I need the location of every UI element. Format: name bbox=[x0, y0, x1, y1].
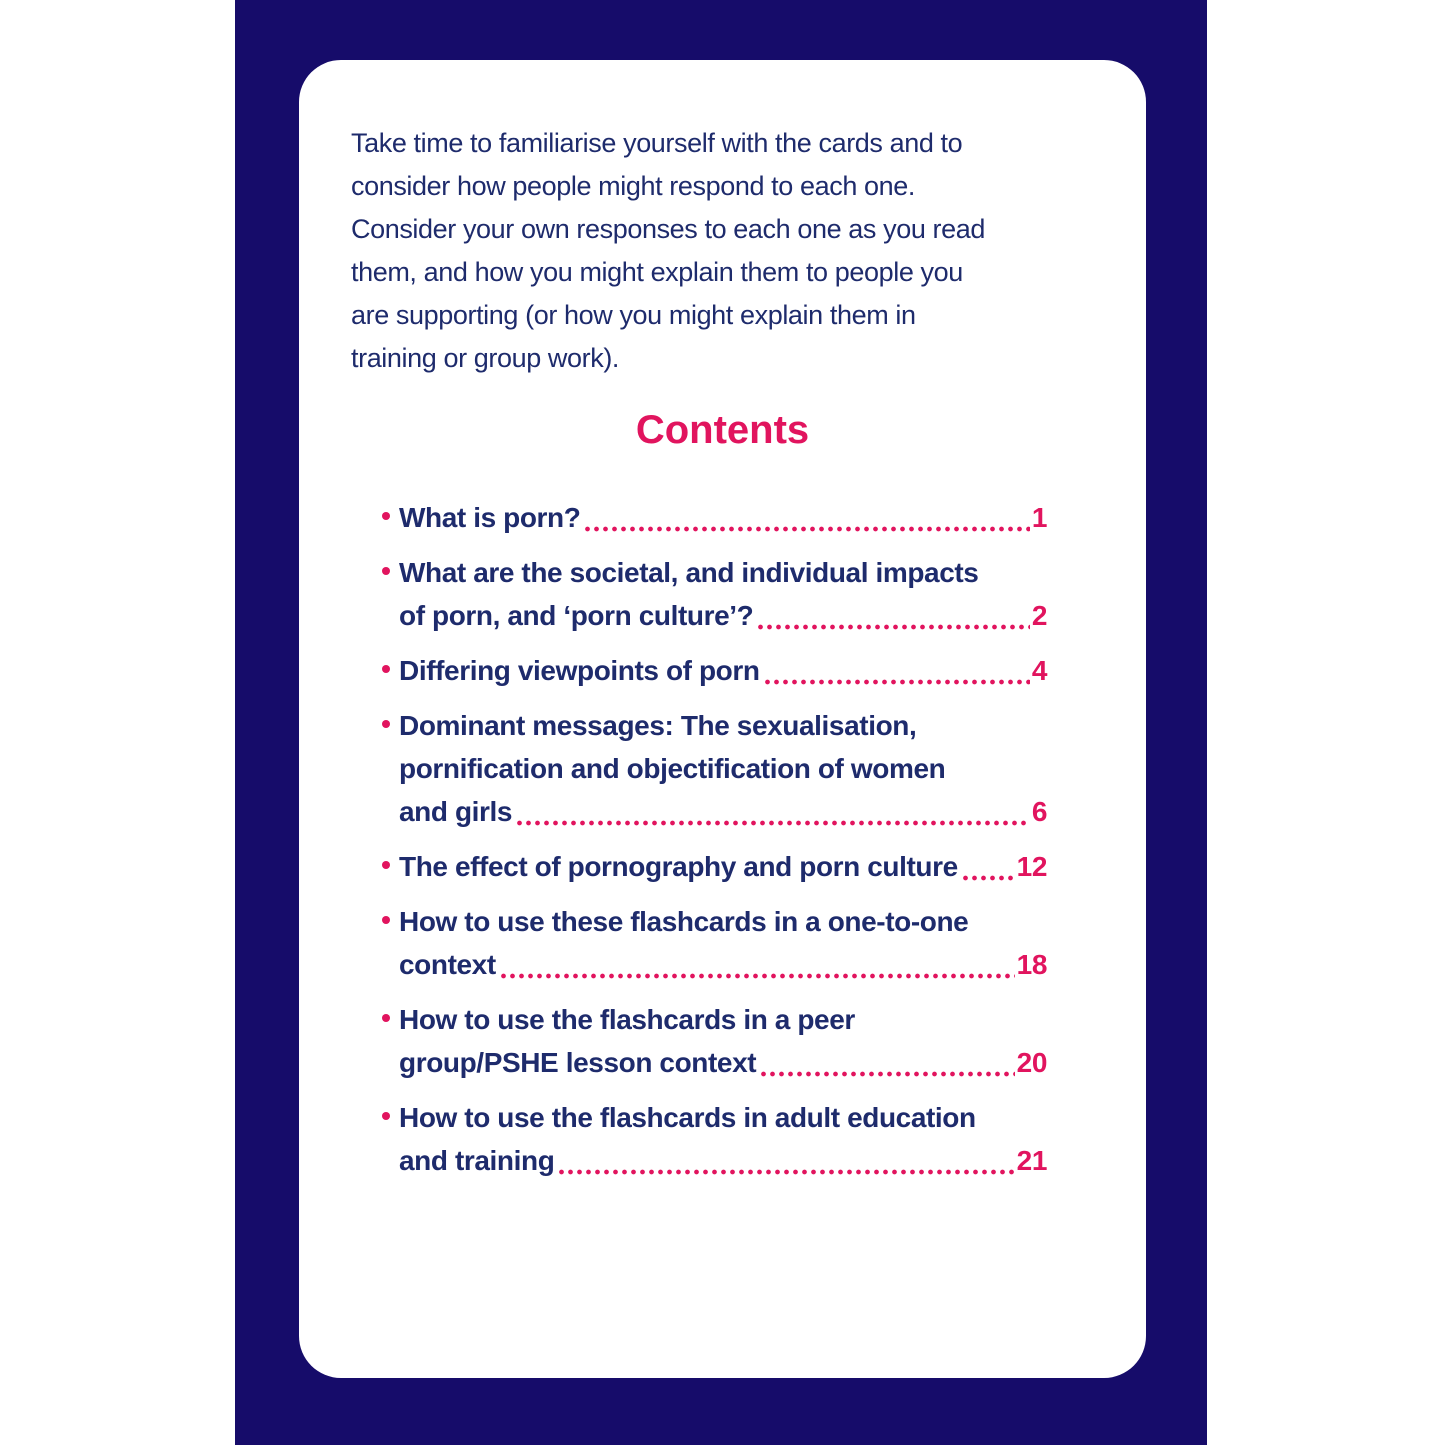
toc-line-with-leader bbox=[399, 943, 1047, 986]
intro-line: are supporting (or how you might explain them in bbox=[351, 300, 916, 330]
toc-line-with-leader bbox=[399, 790, 1047, 833]
intro-line: Take time to familiarise yourself with the cards and to bbox=[351, 128, 963, 158]
toc-line: Dominant messages: The sexualisation, bbox=[399, 710, 917, 741]
toc-item-content bbox=[399, 845, 1047, 888]
dot-leader bbox=[515, 818, 1030, 828]
card-content bbox=[299, 60, 1146, 1182]
toc-item-content bbox=[399, 998, 1047, 1084]
bullet-dot-icon bbox=[382, 1112, 390, 1120]
toc-item-content bbox=[399, 900, 1047, 986]
toc-line: How to use the flashcards in adult education bbox=[399, 1102, 976, 1133]
toc-entry-title: and training bbox=[399, 1145, 555, 1176]
toc-item bbox=[382, 1096, 1047, 1182]
toc-item bbox=[382, 649, 1047, 692]
toc-line-with-leader bbox=[399, 594, 1047, 637]
toc-page-number: 1 bbox=[1031, 502, 1047, 533]
toc-line: What are the societal, and individual impacts bbox=[399, 557, 979, 588]
toc-item bbox=[382, 496, 1047, 539]
toc-entry-title: The effect of pornography and porn culture bbox=[399, 851, 958, 882]
dot-leader bbox=[583, 524, 1029, 534]
toc-item-content bbox=[399, 551, 1047, 637]
bullet-dot-icon bbox=[382, 1014, 390, 1022]
toc-page-number: 4 bbox=[1031, 655, 1047, 686]
bullet-dot-icon bbox=[382, 567, 390, 575]
toc-line: How to use the flashcards in a peer bbox=[399, 1004, 855, 1035]
toc-item bbox=[382, 704, 1047, 833]
toc-page-number: 6 bbox=[1031, 796, 1047, 827]
toc-entry-title: Differing viewpoints of porn bbox=[399, 655, 760, 686]
toc-item bbox=[382, 998, 1047, 1084]
toc-entry-title: of porn, and ‘porn culture’? bbox=[399, 600, 754, 631]
toc-line-with-leader bbox=[399, 1041, 1047, 1084]
intro-line: training or group work). bbox=[351, 343, 620, 373]
toc-entry-title: and girls bbox=[399, 796, 513, 827]
toc-item-content bbox=[399, 496, 1047, 539]
toc-item-content bbox=[399, 649, 1047, 692]
toc-line-with-leader bbox=[399, 496, 1047, 539]
contents-heading: Contents bbox=[635, 408, 810, 452]
intro-paragraph bbox=[351, 122, 1094, 380]
bullet-dot-icon bbox=[382, 512, 390, 520]
toc-page-number: 12 bbox=[1016, 851, 1047, 882]
toc-item bbox=[382, 900, 1047, 986]
dot-leader bbox=[557, 1167, 1014, 1177]
toc-line-with-leader bbox=[399, 649, 1047, 692]
dot-leader bbox=[499, 971, 1015, 981]
bullet-dot-icon bbox=[382, 916, 390, 924]
toc-page-number: 21 bbox=[1016, 1145, 1047, 1176]
content-card bbox=[299, 60, 1146, 1378]
toc-entry-title: What is porn? bbox=[399, 502, 581, 533]
toc-line: pornification and objectification of women bbox=[399, 753, 946, 784]
intro-line: Consider your own responses to each one as you read bbox=[351, 214, 985, 244]
toc-page-number: 18 bbox=[1016, 949, 1047, 980]
toc-item bbox=[382, 845, 1047, 888]
toc-item bbox=[382, 551, 1047, 637]
dot-leader bbox=[756, 622, 1029, 632]
contents-list bbox=[382, 496, 1047, 1182]
toc-page-number: 2 bbox=[1031, 600, 1047, 631]
dot-leader bbox=[763, 677, 1030, 687]
toc-line: How to use these flashcards in a one-to-one bbox=[399, 906, 969, 937]
toc-item-content bbox=[399, 704, 1047, 833]
toc-page-number: 20 bbox=[1016, 1047, 1047, 1078]
toc-item-content bbox=[399, 1096, 1047, 1182]
navy-panel bbox=[235, 0, 1207, 1445]
toc-entry-title: group/PSHE lesson context bbox=[399, 1047, 757, 1078]
bullet-dot-icon bbox=[382, 665, 390, 673]
dot-leader bbox=[759, 1069, 1014, 1079]
toc-line-with-leader bbox=[399, 1139, 1047, 1182]
dot-leader bbox=[961, 873, 1015, 883]
bullet-dot-icon bbox=[382, 861, 390, 869]
bullet-dot-icon bbox=[382, 720, 390, 728]
toc-line-with-leader bbox=[399, 845, 1047, 888]
intro-line: them, and how you might explain them to people you bbox=[351, 257, 963, 287]
intro-line: consider how people might respond to each one. bbox=[351, 171, 915, 201]
toc-entry-title: context bbox=[399, 949, 496, 980]
